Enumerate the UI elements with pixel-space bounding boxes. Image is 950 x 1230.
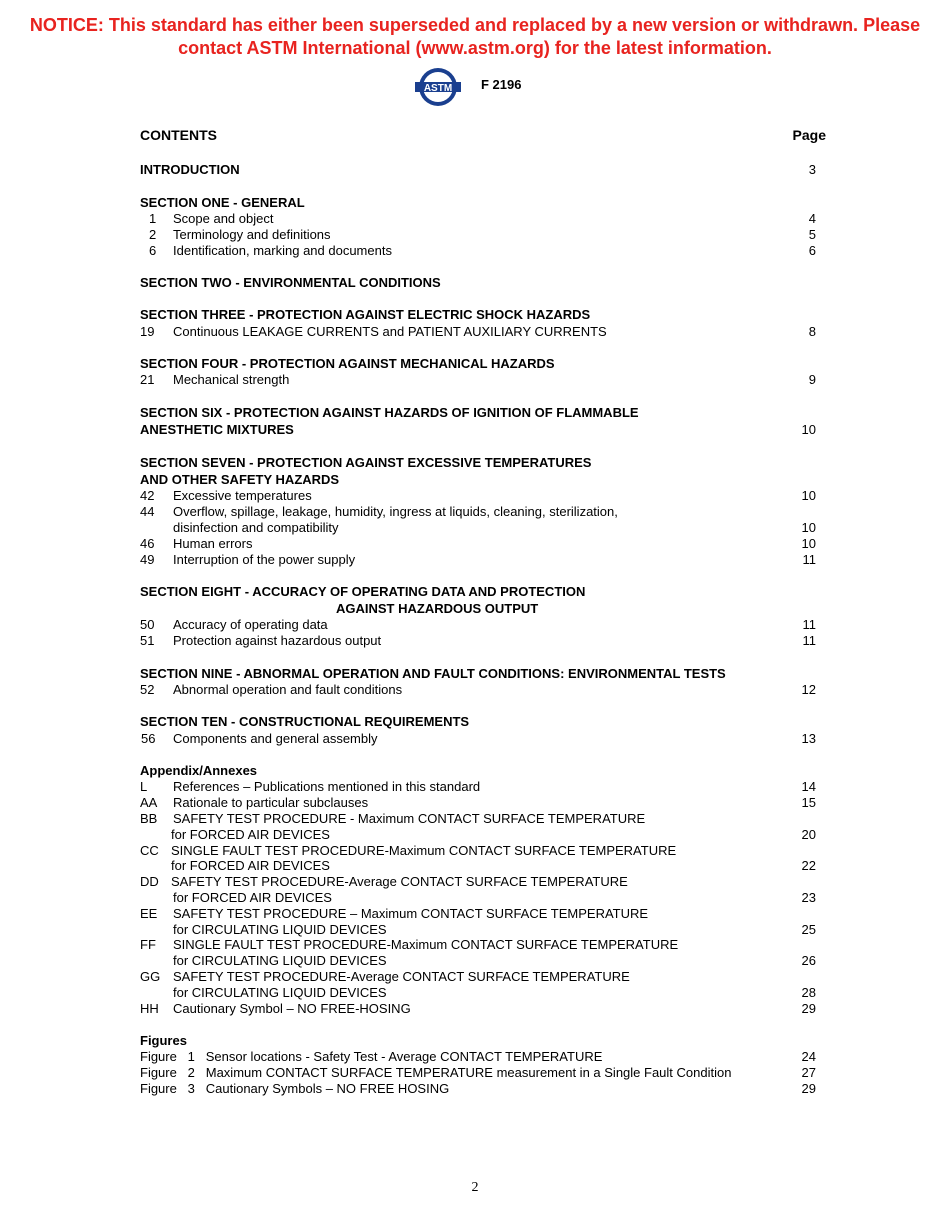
standard-designation: F 2196 [481, 77, 522, 92]
toc-entry[interactable]: 2 Terminology and definitions 5 [149, 227, 816, 242]
toc-entry[interactable]: 44 Overflow, spillage, leakage, humidity, ingress at liquids, cleaning, sterilization, [140, 504, 618, 519]
toc-entry-continued[interactable]: disinfection and compatibility 10 [173, 520, 816, 535]
withdrawal-notice [0, 14, 950, 60]
logo-text: ASTM [423, 83, 453, 94]
section-one-heading: SECTION ONE - GENERAL [140, 195, 305, 210]
toc-entry[interactable]: AA Rationale to particular subclauses 15 [140, 795, 816, 810]
toc-entry[interactable]: 49 Interruption of the power supply 11 [140, 552, 816, 567]
toc-entry-continued[interactable]: for FORCED AIR DEVICES 23 [173, 890, 816, 905]
toc-entry[interactable]: HH Cautionary Symbol – NO FREE-HOSING 29 [140, 1001, 816, 1016]
toc-entry[interactable]: CC SINGLE FAULT TEST PROCEDURE-Maximum CONTACT SURFACE TEMPERATURE [140, 843, 677, 858]
toc-entry[interactable]: 19 Continuous LEAKAGE CURRENTS and PATIENT AUXILIARY CURRENTS 8 [140, 324, 816, 339]
toc-entry-continued[interactable]: for CIRCULATING LIQUID DEVICES 25 [173, 922, 816, 937]
toc-entry[interactable]: 1 Scope and object 4 [149, 211, 816, 226]
toc-entry[interactable]: DD SAFETY TEST PROCEDURE-Average CONTACT SURFACE TEMPERATURE [140, 874, 628, 889]
toc-entry[interactable]: FF SINGLE FAULT TEST PROCEDURE-Maximum CONTACT SURFACE TEMPERATURE [140, 937, 679, 952]
toc-entry-continued[interactable]: for CIRCULATING LIQUID DEVICES 26 [173, 953, 816, 968]
notice-line-1: NOTICE: This standard has either been superseded and replaced by a new version or withdrawn. Please [29, 15, 921, 35]
section-two-heading: SECTION TWO - ENVIRONMENTAL CONDITIONS [140, 275, 441, 290]
contents-title-row [140, 126, 826, 144]
section-three-heading: SECTION THREE - PROTECTION AGAINST ELECTRIC SHOCK HAZARDS [140, 307, 591, 322]
toc-entry-continued[interactable]: for FORCED AIR DEVICES 22 [171, 858, 816, 873]
figure-entry[interactable]: Figure 3 Cautionary Symbols – NO FREE HOSING 29 [140, 1081, 816, 1096]
toc-entry[interactable]: 52 Abnormal operation and fault conditions 12 [140, 682, 816, 697]
toc-entry[interactable]: BB SAFETY TEST PROCEDURE - Maximum CONTACT SURFACE TEMPERATURE [140, 811, 646, 826]
appendix-heading: Appendix/Annexes [140, 763, 258, 778]
toc-entry[interactable]: 50 Accuracy of operating data 11 [140, 617, 816, 632]
toc-entry[interactable]: 21 Mechanical strength 9 [140, 372, 816, 387]
section-four-heading: SECTION FOUR - PROTECTION AGAINST MECHANICAL HAZARDS [140, 356, 555, 371]
section-six-heading-cont[interactable]: ANESTHETIC MIXTURES 10 [140, 422, 816, 437]
section-seven-heading: SECTION SEVEN - PROTECTION AGAINST EXCESSIVE TEMPERATURES [140, 455, 592, 470]
section-six-heading: SECTION SIX - PROTECTION AGAINST HAZARDS OF IGNITION OF FLAMMABLE [140, 405, 639, 420]
toc-entry-continued[interactable]: for CIRCULATING LIQUID DEVICES 28 [173, 985, 816, 1000]
figure-entry[interactable]: Figure 1 Sensor locations - Safety Test - Average CONTACT TEMPERATURE 24 [140, 1049, 816, 1064]
toc-entry[interactable]: L References – Publications mentioned in this standard 14 [140, 779, 816, 794]
section-eight-heading-cont: AGAINST HAZARDOUS OUTPUT [336, 601, 539, 616]
page-number: 2 [471, 1180, 479, 1195]
section-eight-heading: SECTION EIGHT - ACCURACY OF OPERATING DATA AND PROTECTION [140, 584, 586, 599]
section-nine-heading: SECTION NINE - ABNORMAL OPERATION AND FAULT CONDITIONS: ENVIRONMENTAL TESTS [140, 666, 726, 681]
toc-entry[interactable]: 46 Human errors 10 [140, 536, 816, 551]
toc-entry[interactable]: 56 Components and general assembly 13 [141, 731, 816, 746]
toc-entry[interactable]: GG SAFETY TEST PROCEDURE-Average CONTACT SURFACE TEMPERATURE [140, 969, 630, 984]
figures-heading: Figures [140, 1033, 187, 1048]
toc-entry-continued[interactable]: for FORCED AIR DEVICES 20 [171, 827, 816, 842]
astm-logo [413, 66, 463, 108]
contents-title: CONTENTS [140, 127, 217, 143]
page-column-label: Page [792, 127, 826, 143]
toc-entry[interactable]: 51 Protection against hazardous output 11 [140, 633, 816, 648]
notice-line-2: contact ASTM International (www.astm.org) for the latest information. [178, 38, 772, 58]
toc-entry[interactable]: 6 Identification, marking and documents 6 [149, 243, 816, 258]
section-ten-heading: SECTION TEN - CONSTRUCTIONAL REQUIREMENTS [140, 714, 470, 729]
section-seven-heading-cont: AND OTHER SAFETY HAZARDS [140, 472, 340, 487]
toc-entry[interactable]: 42 Excessive temperatures 10 [140, 488, 816, 503]
toc-introduction[interactable]: INTRODUCTION 3 [140, 162, 816, 177]
figure-entry[interactable]: Figure 2 Maximum CONTACT SURFACE TEMPERATURE measurement in a Single Fault Condition 27 [140, 1065, 816, 1080]
toc-entry[interactable]: EE SAFETY TEST PROCEDURE – Maximum CONTACT SURFACE TEMPERATURE [140, 906, 649, 921]
